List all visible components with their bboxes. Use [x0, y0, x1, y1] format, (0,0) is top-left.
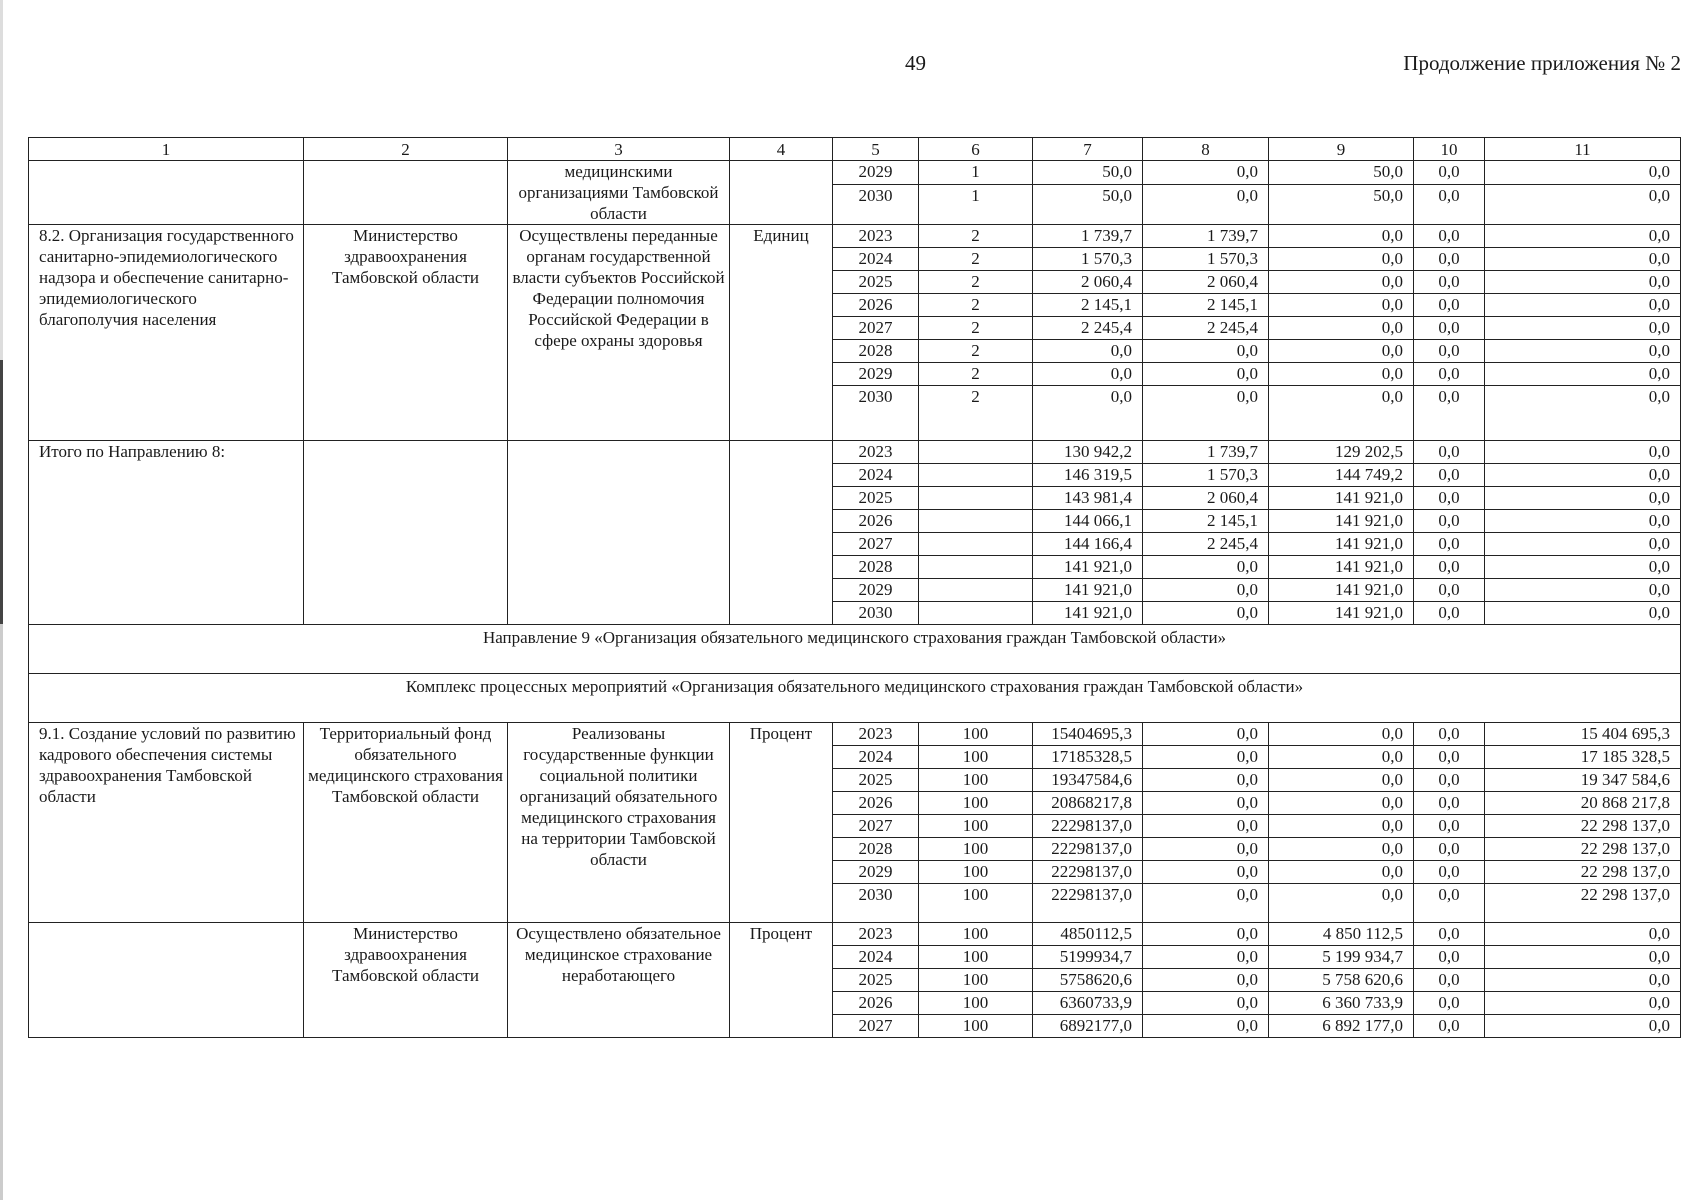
col-10-value: 0,0: [1414, 510, 1485, 533]
group-total-8-col4: [730, 441, 833, 625]
col-10-value: 0,0: [1414, 946, 1485, 969]
col-9-value: 0,0: [1269, 271, 1414, 294]
col-8-value: 0,0: [1143, 1015, 1269, 1038]
col-8-value: 0,0: [1143, 386, 1269, 441]
col-6-value: 2: [919, 363, 1033, 386]
col-8-value: 2 145,1: [1143, 294, 1269, 317]
column-number-4: 4: [730, 138, 833, 161]
col-9-value: 6 360 733,9: [1269, 992, 1414, 1015]
col-7-value: 141 921,0: [1033, 556, 1143, 579]
year-value: 2024: [833, 248, 919, 271]
col-8-value: 0,0: [1143, 746, 1269, 769]
col-8-value: 1 739,7: [1143, 225, 1269, 248]
col-6-value: 100: [919, 946, 1033, 969]
year-value: 2030: [833, 602, 919, 625]
year-value: 2028: [833, 556, 919, 579]
col-11-value: 0,0: [1485, 487, 1681, 510]
col-7-value: 2 145,1: [1033, 294, 1143, 317]
col-6-value: 2: [919, 386, 1033, 441]
column-number-7: 7: [1033, 138, 1143, 161]
col-9-value: 0,0: [1269, 884, 1414, 923]
col-7-value: 5758620,6: [1033, 969, 1143, 992]
col-9-value: 0,0: [1269, 294, 1414, 317]
year-value: 2030: [833, 386, 919, 441]
col-10-value: 0,0: [1414, 838, 1485, 861]
col-10-value: 0,0: [1414, 533, 1485, 556]
year-value: 2026: [833, 992, 919, 1015]
col-6-value: [919, 556, 1033, 579]
column-number-5: 5: [833, 138, 919, 161]
col-9-value: 0,0: [1269, 363, 1414, 386]
col-8-value: 2 145,1: [1143, 510, 1269, 533]
col-9-value: 0,0: [1269, 838, 1414, 861]
col-10-value: 0,0: [1414, 225, 1485, 248]
col-10-value: 0,0: [1414, 487, 1485, 510]
col-10-value: 0,0: [1414, 884, 1485, 923]
year-value: 2026: [833, 792, 919, 815]
col-11-value: 0,0: [1485, 533, 1681, 556]
column-number-row: [29, 138, 1681, 161]
col-8-value: 0,0: [1143, 969, 1269, 992]
col-7-value: 0,0: [1033, 386, 1143, 441]
col-8-value: 0,0: [1143, 161, 1269, 185]
col-10-value: 0,0: [1414, 1015, 1485, 1038]
col-9-value: 0,0: [1269, 792, 1414, 815]
col-7-value: 17185328,5: [1033, 746, 1143, 769]
col-11-value: 0,0: [1485, 340, 1681, 363]
col-11-value: 0,0: [1485, 161, 1681, 185]
col-11-value: 0,0: [1485, 602, 1681, 625]
col-7-value: 2 060,4: [1033, 271, 1143, 294]
group-8-2-col2: Министерство здравоохранения Тамбовской области: [304, 225, 508, 441]
year-value: 2028: [833, 838, 919, 861]
year-value: 2027: [833, 815, 919, 838]
year-value: 2026: [833, 510, 919, 533]
year-value: 2025: [833, 769, 919, 792]
group-prev-col4: [730, 161, 833, 225]
col-6-value: 100: [919, 923, 1033, 946]
col-9-value: 129 202,5: [1269, 441, 1414, 464]
col-6-value: [919, 510, 1033, 533]
col-10-value: 0,0: [1414, 579, 1485, 602]
col-11-value: 22 298 137,0: [1485, 815, 1681, 838]
complex-9-title: Комплекс процессных мероприятий «Организация обязательного медицинского страхования граждан Тамбовской области»: [29, 674, 1681, 723]
year-value: 2024: [833, 946, 919, 969]
col-9-value: 4 850 112,5: [1269, 923, 1414, 946]
col-7-value: 146 319,5: [1033, 464, 1143, 487]
col-9-value: 141 921,0: [1269, 533, 1414, 556]
group-9-1-a-col4: Процент: [730, 723, 833, 923]
col-9-value: 0,0: [1269, 769, 1414, 792]
col-9-value: 0,0: [1269, 815, 1414, 838]
table-body: [29, 138, 1681, 1038]
col-6-value: 100: [919, 884, 1033, 923]
group-total-8-col1: Итого по Направлению 8:: [29, 441, 304, 625]
col-11-value: 0,0: [1485, 1015, 1681, 1038]
col-8-value: 0,0: [1143, 815, 1269, 838]
col-11-value: 0,0: [1485, 317, 1681, 340]
col-10-value: 0,0: [1414, 464, 1485, 487]
table-row: [29, 923, 1681, 946]
col-7-value: 50,0: [1033, 184, 1143, 224]
group-9-1-a-col2: Территориальный фонд обязательного медицинского страхования Тамбовской области: [304, 723, 508, 923]
col-10-value: 0,0: [1414, 723, 1485, 746]
column-number-11: 11: [1485, 138, 1681, 161]
col-11-value: 22 298 137,0: [1485, 861, 1681, 884]
col-11-value: 0,0: [1485, 992, 1681, 1015]
group-9-1-b-col2: Министерство здравоохранения Тамбовской области: [304, 923, 508, 1038]
year-value: 2030: [833, 884, 919, 923]
col-7-value: 0,0: [1033, 340, 1143, 363]
col-9-value: 5 758 620,6: [1269, 969, 1414, 992]
section-row: [29, 674, 1681, 723]
col-11-value: 22 298 137,0: [1485, 838, 1681, 861]
col-8-value: 1 570,3: [1143, 464, 1269, 487]
table-row: [29, 441, 1681, 464]
col-9-value: 6 892 177,0: [1269, 1015, 1414, 1038]
col-11-value: 19 347 584,6: [1485, 769, 1681, 792]
group-8-2-col1: 8.2. Организация государственного санитарно-эпидемиологического надзора и обеспечение санитарно-эпидемиологического благополучия населения: [29, 225, 304, 441]
col-6-value: 2: [919, 294, 1033, 317]
col-6-value: [919, 487, 1033, 510]
col-6-value: 100: [919, 815, 1033, 838]
year-value: 2024: [833, 746, 919, 769]
col-9-value: 0,0: [1269, 340, 1414, 363]
col-7-value: 22298137,0: [1033, 838, 1143, 861]
year-value: 2025: [833, 271, 919, 294]
col-8-value: 2 245,4: [1143, 317, 1269, 340]
col-11-value: 0,0: [1485, 271, 1681, 294]
col-8-value: 0,0: [1143, 602, 1269, 625]
column-number-9: 9: [1269, 138, 1414, 161]
col-9-value: 141 921,0: [1269, 487, 1414, 510]
column-number-8: 8: [1143, 138, 1269, 161]
col-10-value: 0,0: [1414, 992, 1485, 1015]
col-6-value: [919, 464, 1033, 487]
col-6-value: [919, 533, 1033, 556]
col-10-value: 0,0: [1414, 161, 1485, 185]
col-6-value: 100: [919, 723, 1033, 746]
col-6-value: 100: [919, 992, 1033, 1015]
year-value: 2029: [833, 363, 919, 386]
col-10-value: 0,0: [1414, 363, 1485, 386]
col-8-value: 2 060,4: [1143, 271, 1269, 294]
col-6-value: [919, 602, 1033, 625]
col-8-value: 0,0: [1143, 992, 1269, 1015]
col-11-value: 0,0: [1485, 363, 1681, 386]
col-8-value: 0,0: [1143, 556, 1269, 579]
year-value: 2028: [833, 340, 919, 363]
col-11-value: 0,0: [1485, 969, 1681, 992]
col-11-value: 17 185 328,5: [1485, 746, 1681, 769]
col-6-value: 2: [919, 248, 1033, 271]
col-6-value: 100: [919, 792, 1033, 815]
col-7-value: 6360733,9: [1033, 992, 1143, 1015]
section-9-title: Направление 9 «Организация обязательного медицинского страхования граждан Тамбовской области»: [29, 625, 1681, 674]
table-row: [29, 161, 1681, 185]
year-value: 2030: [833, 184, 919, 224]
group-prev-col2: [304, 161, 508, 225]
col-6-value: 100: [919, 969, 1033, 992]
group-total-8-col3: [508, 441, 730, 625]
col-6-value: 100: [919, 861, 1033, 884]
col-8-value: 2 245,4: [1143, 533, 1269, 556]
col-11-value: 0,0: [1485, 923, 1681, 946]
col-9-value: 5 199 934,7: [1269, 946, 1414, 969]
col-11-value: 0,0: [1485, 184, 1681, 224]
col-11-value: 20 868 217,8: [1485, 792, 1681, 815]
col-11-value: 15 404 695,3: [1485, 723, 1681, 746]
table-row: [29, 225, 1681, 248]
year-value: 2029: [833, 161, 919, 185]
year-value: 2029: [833, 861, 919, 884]
col-11-value: 0,0: [1485, 386, 1681, 441]
col-10-value: 0,0: [1414, 969, 1485, 992]
year-value: 2023: [833, 225, 919, 248]
col-10-value: 0,0: [1414, 441, 1485, 464]
group-total-8-col2: [304, 441, 508, 625]
col-8-value: 0,0: [1143, 723, 1269, 746]
col-7-value: 19347584,6: [1033, 769, 1143, 792]
col-7-value: 22298137,0: [1033, 884, 1143, 923]
col-6-value: 2: [919, 340, 1033, 363]
group-prev-col1: [29, 161, 304, 225]
col-6-value: 2: [919, 225, 1033, 248]
col-11-value: 0,0: [1485, 225, 1681, 248]
col-9-value: 0,0: [1269, 723, 1414, 746]
col-9-value: 0,0: [1269, 746, 1414, 769]
col-8-value: 0,0: [1143, 340, 1269, 363]
col-9-value: 141 921,0: [1269, 556, 1414, 579]
col-6-value: 100: [919, 838, 1033, 861]
col-6-value: [919, 579, 1033, 602]
group-9-1-b-col4: Процент: [730, 923, 833, 1038]
col-9-value: 0,0: [1269, 225, 1414, 248]
col-7-value: 2 245,4: [1033, 317, 1143, 340]
col-11-value: 0,0: [1485, 579, 1681, 602]
col-6-value: 100: [919, 1015, 1033, 1038]
col-6-value: 1: [919, 161, 1033, 185]
year-value: 2024: [833, 464, 919, 487]
column-number-2: 2: [304, 138, 508, 161]
col-7-value: 144 066,1: [1033, 510, 1143, 533]
col-8-value: 0,0: [1143, 363, 1269, 386]
group-prev-col3: медицинскими организациями Тамбовской области: [508, 161, 730, 225]
col-11-value: 0,0: [1485, 946, 1681, 969]
col-7-value: 141 921,0: [1033, 602, 1143, 625]
col-11-value: 0,0: [1485, 464, 1681, 487]
group-9-1-a-col3: Реализованы государственные функции социальной политики организаций обязательного медицинского страхования на территории Тамбовской области: [508, 723, 730, 923]
col-7-value: 144 166,4: [1033, 533, 1143, 556]
col-11-value: 0,0: [1485, 556, 1681, 579]
col-9-value: 0,0: [1269, 386, 1414, 441]
year-value: 2025: [833, 487, 919, 510]
col-6-value: 2: [919, 317, 1033, 340]
col-10-value: 0,0: [1414, 923, 1485, 946]
column-number-6: 6: [919, 138, 1033, 161]
col-8-value: 0,0: [1143, 769, 1269, 792]
col-10-value: 0,0: [1414, 746, 1485, 769]
col-7-value: 6892177,0: [1033, 1015, 1143, 1038]
col-10-value: 0,0: [1414, 792, 1485, 815]
year-value: 2023: [833, 923, 919, 946]
col-6-value: 2: [919, 271, 1033, 294]
col-8-value: 0,0: [1143, 838, 1269, 861]
column-number-10: 10: [1414, 138, 1485, 161]
col-6-value: 100: [919, 769, 1033, 792]
col-10-value: 0,0: [1414, 386, 1485, 441]
group-9-1-a-col1: 9.1. Создание условий по развитию кадрового обеспечения системы здравоохранения Тамбовской области: [29, 723, 304, 923]
group-8-2-col4: Единиц: [730, 225, 833, 441]
col-11-value: 22 298 137,0: [1485, 884, 1681, 923]
column-number-3: 3: [508, 138, 730, 161]
col-7-value: 15404695,3: [1033, 723, 1143, 746]
col-9-value: 141 921,0: [1269, 602, 1414, 625]
col-11-value: 0,0: [1485, 294, 1681, 317]
col-10-value: 0,0: [1414, 340, 1485, 363]
col-7-value: 22298137,0: [1033, 861, 1143, 884]
col-10-value: 0,0: [1414, 815, 1485, 838]
col-8-value: 0,0: [1143, 792, 1269, 815]
col-7-value: 50,0: [1033, 161, 1143, 185]
section-row: [29, 625, 1681, 674]
appendix-continuation-header: Продолжение приложения № 2: [1403, 51, 1681, 75]
col-7-value: 0,0: [1033, 363, 1143, 386]
year-value: 2027: [833, 533, 919, 556]
col-10-value: 0,0: [1414, 861, 1485, 884]
col-8-value: 0,0: [1143, 923, 1269, 946]
scan-edge: [0, 0, 3, 1200]
col-11-value: 0,0: [1485, 510, 1681, 533]
col-7-value: 5199934,7: [1033, 946, 1143, 969]
col-7-value: 4850112,5: [1033, 923, 1143, 946]
col-9-value: 144 749,2: [1269, 464, 1414, 487]
col-9-value: 50,0: [1269, 161, 1414, 185]
col-6-value: 100: [919, 746, 1033, 769]
col-9-value: 141 921,0: [1269, 510, 1414, 533]
col-8-value: 1 739,7: [1143, 441, 1269, 464]
col-9-value: 0,0: [1269, 248, 1414, 271]
year-value: 2029: [833, 579, 919, 602]
column-number-1: 1: [29, 138, 304, 161]
col-8-value: 0,0: [1143, 579, 1269, 602]
col-9-value: 0,0: [1269, 861, 1414, 884]
col-8-value: 1 570,3: [1143, 248, 1269, 271]
col-10-value: 0,0: [1414, 769, 1485, 792]
col-7-value: 1 739,7: [1033, 225, 1143, 248]
year-value: 2023: [833, 723, 919, 746]
col-6-value: 1: [919, 184, 1033, 224]
col-9-value: 0,0: [1269, 317, 1414, 340]
year-value: 2027: [833, 317, 919, 340]
col-6-value: [919, 441, 1033, 464]
year-value: 2027: [833, 1015, 919, 1038]
col-7-value: 1 570,3: [1033, 248, 1143, 271]
col-10-value: 0,0: [1414, 271, 1485, 294]
col-10-value: 0,0: [1414, 556, 1485, 579]
col-7-value: 130 942,2: [1033, 441, 1143, 464]
col-10-value: 0,0: [1414, 602, 1485, 625]
col-8-value: 0,0: [1143, 884, 1269, 923]
col-10-value: 0,0: [1414, 317, 1485, 340]
col-9-value: 141 921,0: [1269, 579, 1414, 602]
col-11-value: 0,0: [1485, 248, 1681, 271]
col-7-value: 22298137,0: [1033, 815, 1143, 838]
year-value: 2025: [833, 969, 919, 992]
year-value: 2023: [833, 441, 919, 464]
year-value: 2026: [833, 294, 919, 317]
col-8-value: 0,0: [1143, 946, 1269, 969]
col-7-value: 143 981,4: [1033, 487, 1143, 510]
group-9-1-b-col3: Осуществлено обязательное медицинское страхование неработающего: [508, 923, 730, 1038]
col-10-value: 0,0: [1414, 248, 1485, 271]
col-7-value: 141 921,0: [1033, 579, 1143, 602]
budget-table: [28, 137, 1681, 1038]
col-8-value: 0,0: [1143, 184, 1269, 224]
col-8-value: 0,0: [1143, 861, 1269, 884]
col-10-value: 0,0: [1414, 184, 1485, 224]
table-row: [29, 723, 1681, 746]
group-9-1-b-col1: [29, 923, 304, 1038]
col-10-value: 0,0: [1414, 294, 1485, 317]
col-11-value: 0,0: [1485, 441, 1681, 464]
group-8-2-col3: Осуществлены переданные органам государственной власти субъектов Российской Федерации полномочия Российской Федерации в сфере охраны здоровья: [508, 225, 730, 441]
col-7-value: 20868217,8: [1033, 792, 1143, 815]
page-number: 49: [905, 51, 926, 75]
col-8-value: 2 060,4: [1143, 487, 1269, 510]
col-9-value: 50,0: [1269, 184, 1414, 224]
